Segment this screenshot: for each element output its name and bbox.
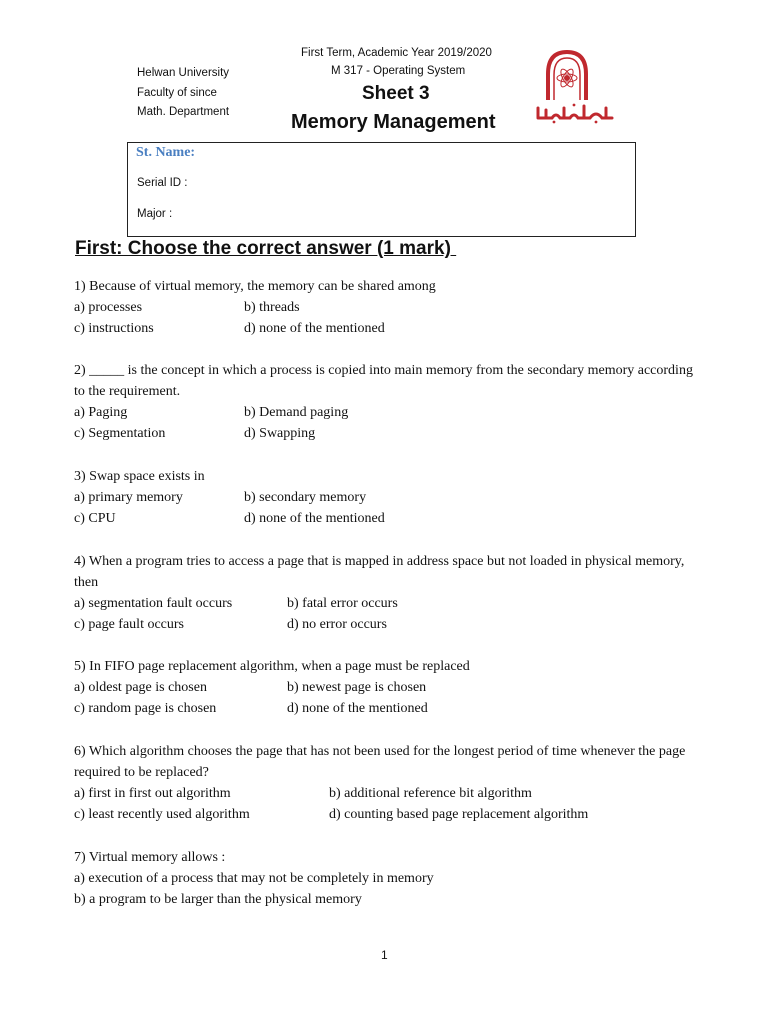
question-4 — [74, 551, 699, 635]
serial-id-label: Serial ID : — [137, 177, 188, 189]
option-b: b) fatal error occurs — [287, 596, 398, 611]
question-stem: 2) _____ is the concept in which a process is copied into main memory from the secondary memory according to the requirement. — [74, 363, 693, 399]
option-a: a) oldest page is chosen — [74, 680, 207, 695]
question-stem: 1) Because of virtual memory, the memory can be shared among — [74, 279, 436, 294]
option-d: d) no error occurs — [287, 617, 387, 632]
course-code: M 317 - Operating System — [331, 65, 466, 77]
option-d: d) none of the mentioned — [244, 321, 385, 336]
option-a: a) first in first out algorithm — [74, 786, 231, 801]
option-c: c) Segmentation — [74, 426, 166, 441]
question-7 — [74, 847, 699, 910]
option-b: b) newest page is chosen — [287, 680, 427, 695]
option-c: c) instructions — [74, 321, 154, 336]
question-stem: 4) When a program tries to access a page that is mapped in address space but not loaded in physical memory, then — [74, 554, 685, 590]
option-c: c) least recently used algorithm — [74, 807, 250, 822]
option-a: a) Paging — [74, 405, 128, 420]
option-c: c) page fault occurs — [74, 617, 184, 632]
option-d: d) none of the mentioned — [287, 701, 428, 716]
page-number: 1 — [381, 948, 388, 962]
option-d: d) counting based page replacement algorithm — [329, 807, 589, 822]
student-name-label: St. Name: — [136, 145, 196, 160]
question-stem: 6) Which algorithm chooses the page that has not been used for the longest period of time whenever the page required to be replaced? — [74, 744, 686, 780]
option-a: a) processes — [74, 300, 143, 315]
option-a: a) segmentation fault occurs — [74, 596, 233, 611]
option-b: b) Demand paging — [244, 405, 349, 420]
faculty-name: Faculty of since — [137, 86, 217, 99]
question-stem: 7) Virtual memory allows : — [74, 850, 226, 865]
department-name: Math. Department — [137, 106, 230, 118]
topic-title: Memory Management — [291, 111, 496, 133]
option-a: a) primary memory — [74, 490, 183, 505]
major-label: Major : — [137, 208, 173, 220]
question-stem: 3) Swap space exists in — [74, 469, 205, 484]
student-info-box — [127, 142, 636, 237]
question-6 — [74, 741, 699, 825]
question-stem: 5) In FIFO page replacement algorithm, when a page must be replaced — [74, 659, 470, 674]
option-b: b) additional reference bit algorithm — [329, 786, 532, 801]
university-logo — [534, 48, 616, 124]
question-5 — [74, 656, 699, 719]
question-3 — [74, 466, 699, 529]
university-name: Helwan University — [137, 67, 230, 79]
option-b: b) secondary memory — [244, 490, 367, 505]
section-title: First: Choose the correct answer (1 mark) — [75, 238, 457, 259]
question-1 — [74, 276, 699, 339]
option-c: c) CPU — [74, 511, 116, 526]
question-2 — [74, 360, 699, 444]
option-a: a) execution of a process that may not be completely in memory — [74, 871, 434, 886]
option-d: d) Swapping — [244, 426, 316, 441]
sheet-title: Sheet 3 — [362, 83, 430, 104]
header-left — [137, 64, 229, 123]
option-b: b) threads — [244, 300, 300, 315]
option-b: b) a program to be larger than the physical memory — [74, 892, 362, 907]
option-c: c) random page is chosen — [74, 701, 217, 716]
option-d: d) none of the mentioned — [244, 511, 385, 526]
academic-term: First Term, Academic Year 2019/2020 — [301, 47, 492, 59]
